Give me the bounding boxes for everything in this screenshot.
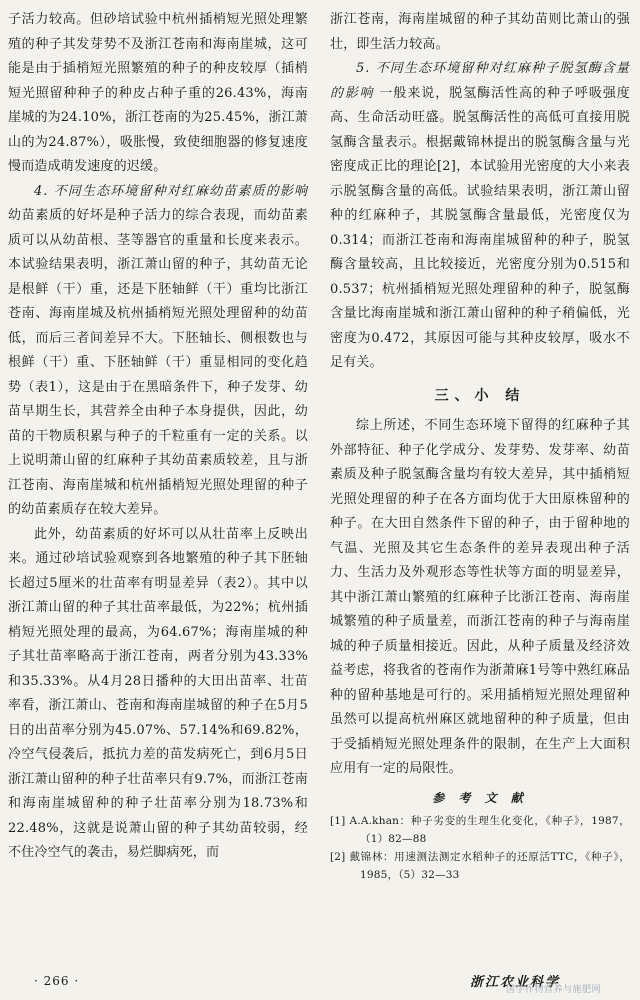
reference-item: [1] A.A.khan：种子劣变的生理生化变化，《种子》，1987，（1）82—88 — [330, 815, 630, 845]
page-number: · 266 · — [34, 974, 80, 988]
paragraph-summary: 综上所述，不同生态环境下留得的红麻种子其外部特征、种子化学成分、发芽势、发芽率、幼苗素质及种子脱氢酶含量均有较大差异，其中插梢短光照处理留的种子在各方面均优于大田原株留种的种子。在大田自然条件下留的种子，由于留种地的气温、光照及其它生态条件的差异表现出种子活力、生活力及外观形态等性状等方面的明显差异，其中浙江萧山繁殖的红麻种子比浙江苍南、海南崖城繁殖的种子质量差，而浙江苍南的种子与海南崖城的种子质量相接近。因此，从种子质量及经济效益考虑，将我省的苍南作为浙萧麻1号等中熟红麻品种的留种基地是可行的。采用插梢短光照处理留种虽然可以提高杭州麻区就地留种的种子质量，但由于受插梢短光照处理条件的限制，在生产上大面积应用有一定的局限性。 — [330, 418, 630, 776]
watermark: 国学作物营养与施肥网 — [506, 985, 602, 995]
right-column — [330, 8, 630, 884]
paragraph-strong-seedling-rate: 此外，幼苗素质的好坏可以从壮苗率上反映出来。通过砂培试验观察到各地繁殖的种子其下胚轴长超过5厘米的壮苗率有明显差异（表2）。其中以浙江萧山留的种子其壮苗率最低，为22%；杭州插梢短光照处理的最高，为64.67%；海南崖城的种子其壮苗率略高于浙江苍南，两者分别为43.33%和35.33%。从4月28日播种的大田出苗率、壮苗率看，浙江萧山、苍南和海南崖城留的种子在5月5日的出苗率分别为45.07%、57.14%和69.82%，冷空气侵袭后，抵抗力差的苗发病死亡，到6月5日浙江萧山留种的种子壮苗率只有9.7%，而浙江苍南和海南崖城留种的种子壮苗率分别为18.73%和22.48%，这就是说萧山留的种子其幼苗较弱，经不住冷空气的袭击，易烂脚病死，而 — [8, 526, 308, 860]
references-list — [330, 812, 630, 884]
subsection-heading-4: 4. 不同生态环境留种对红麻幼苗素质的影响 — [34, 183, 308, 199]
section-title-summary: 三、小 结 — [434, 387, 526, 404]
subsection-body-4: 幼苗素质的好坏是种子活力的综合表现，而幼苗素质可以从幼苗根、茎等器官的重量和长度来表示。本试验结果表明，浙江萧山留的种子，其幼苗无论是根鲜（干）重，还是下胚轴鲜（干）重均比浙江苍南、海南崖城及杭州插梢短光照处理留种的幼苗低，而后三者间差异不大。下胚轴长、侧根数也与根鲜（干）重、下胚轴鲜（干）重显相同的变化趋势（表1），这是由于在黑暗条件下，种子发芽、幼苗早期生长，其营养全由种子本身提供，因此，幼苗的干物质积累与种子的千粒重有一定的关系。以上说明萧山留的红麻种子其幼苗素质较差，且与浙江苍南、海南崖城和杭州插梢短光照处理留的种子的幼苗素质存在较大差异。 — [8, 208, 308, 517]
subsection-body-5: 一般来说，脱氢酶活性高的种子呼吸强度高、生命活动旺盛。脱氢酶活性的高低可直接用脱氢酶含量表示。根据戴锦林提出的脱氢酶含量与光密度成正比的理论[2]，本试验用光密度的大小来表示脱氢酶含量的高低。试验结果表明，浙江萧山留种的红麻种子，其脱氢酶含量最低，光密度仅为0.314；而浙江苍南和海南崖城留种的种子，脱氢酶含量较高，且比较接近，光密度分别为0.515和0.537；杭州插梢短光照处理留种的种子，脱氢酶含量比海南崖城和浙江萧山留种的种子稍偏低，光密度为0.472，其原因可能与其种皮较厚，吸水不足有关。 — [330, 85, 630, 370]
paragraph-seedling-quality — [8, 180, 308, 523]
subsection-heading-5: 5. 不同生态环境留种对红麻种子脱氢酶含量的影响 — [330, 61, 630, 101]
left-column — [8, 8, 308, 866]
paragraph-seedling-continued: 浙江苍南，海南崖城留的种子其幼苗则比萧山的强壮，即生活力较高。 — [330, 12, 630, 52]
references-heading: 参 考 文 献 — [432, 790, 528, 805]
paragraph-dehydrogenase — [330, 57, 630, 376]
reference-item: [2] 戴锦林：用速测法测定水稻种子的还原活TTC，《种子》，1985，（5）32—33 — [330, 851, 630, 881]
paragraph-germination-continued: 子活力较高。但砂培试验中杭州插梢短光照处理繁殖的种子其发芽势不及浙江苍南和海南崖城，这可能是由于插梢短光照繁殖的种子的种皮较厚（插梢短光照留种种子的种皮占种子重的26.43%，海南崖城的为24.10%，浙江苍南的为25.45%，浙江萧山的为24.87%），吸胀慢，致使细胞器的修复速度慢而造成萌发速度的迟缓。 — [8, 12, 308, 174]
journal-name: 浙江农业科学 — [470, 975, 561, 990]
